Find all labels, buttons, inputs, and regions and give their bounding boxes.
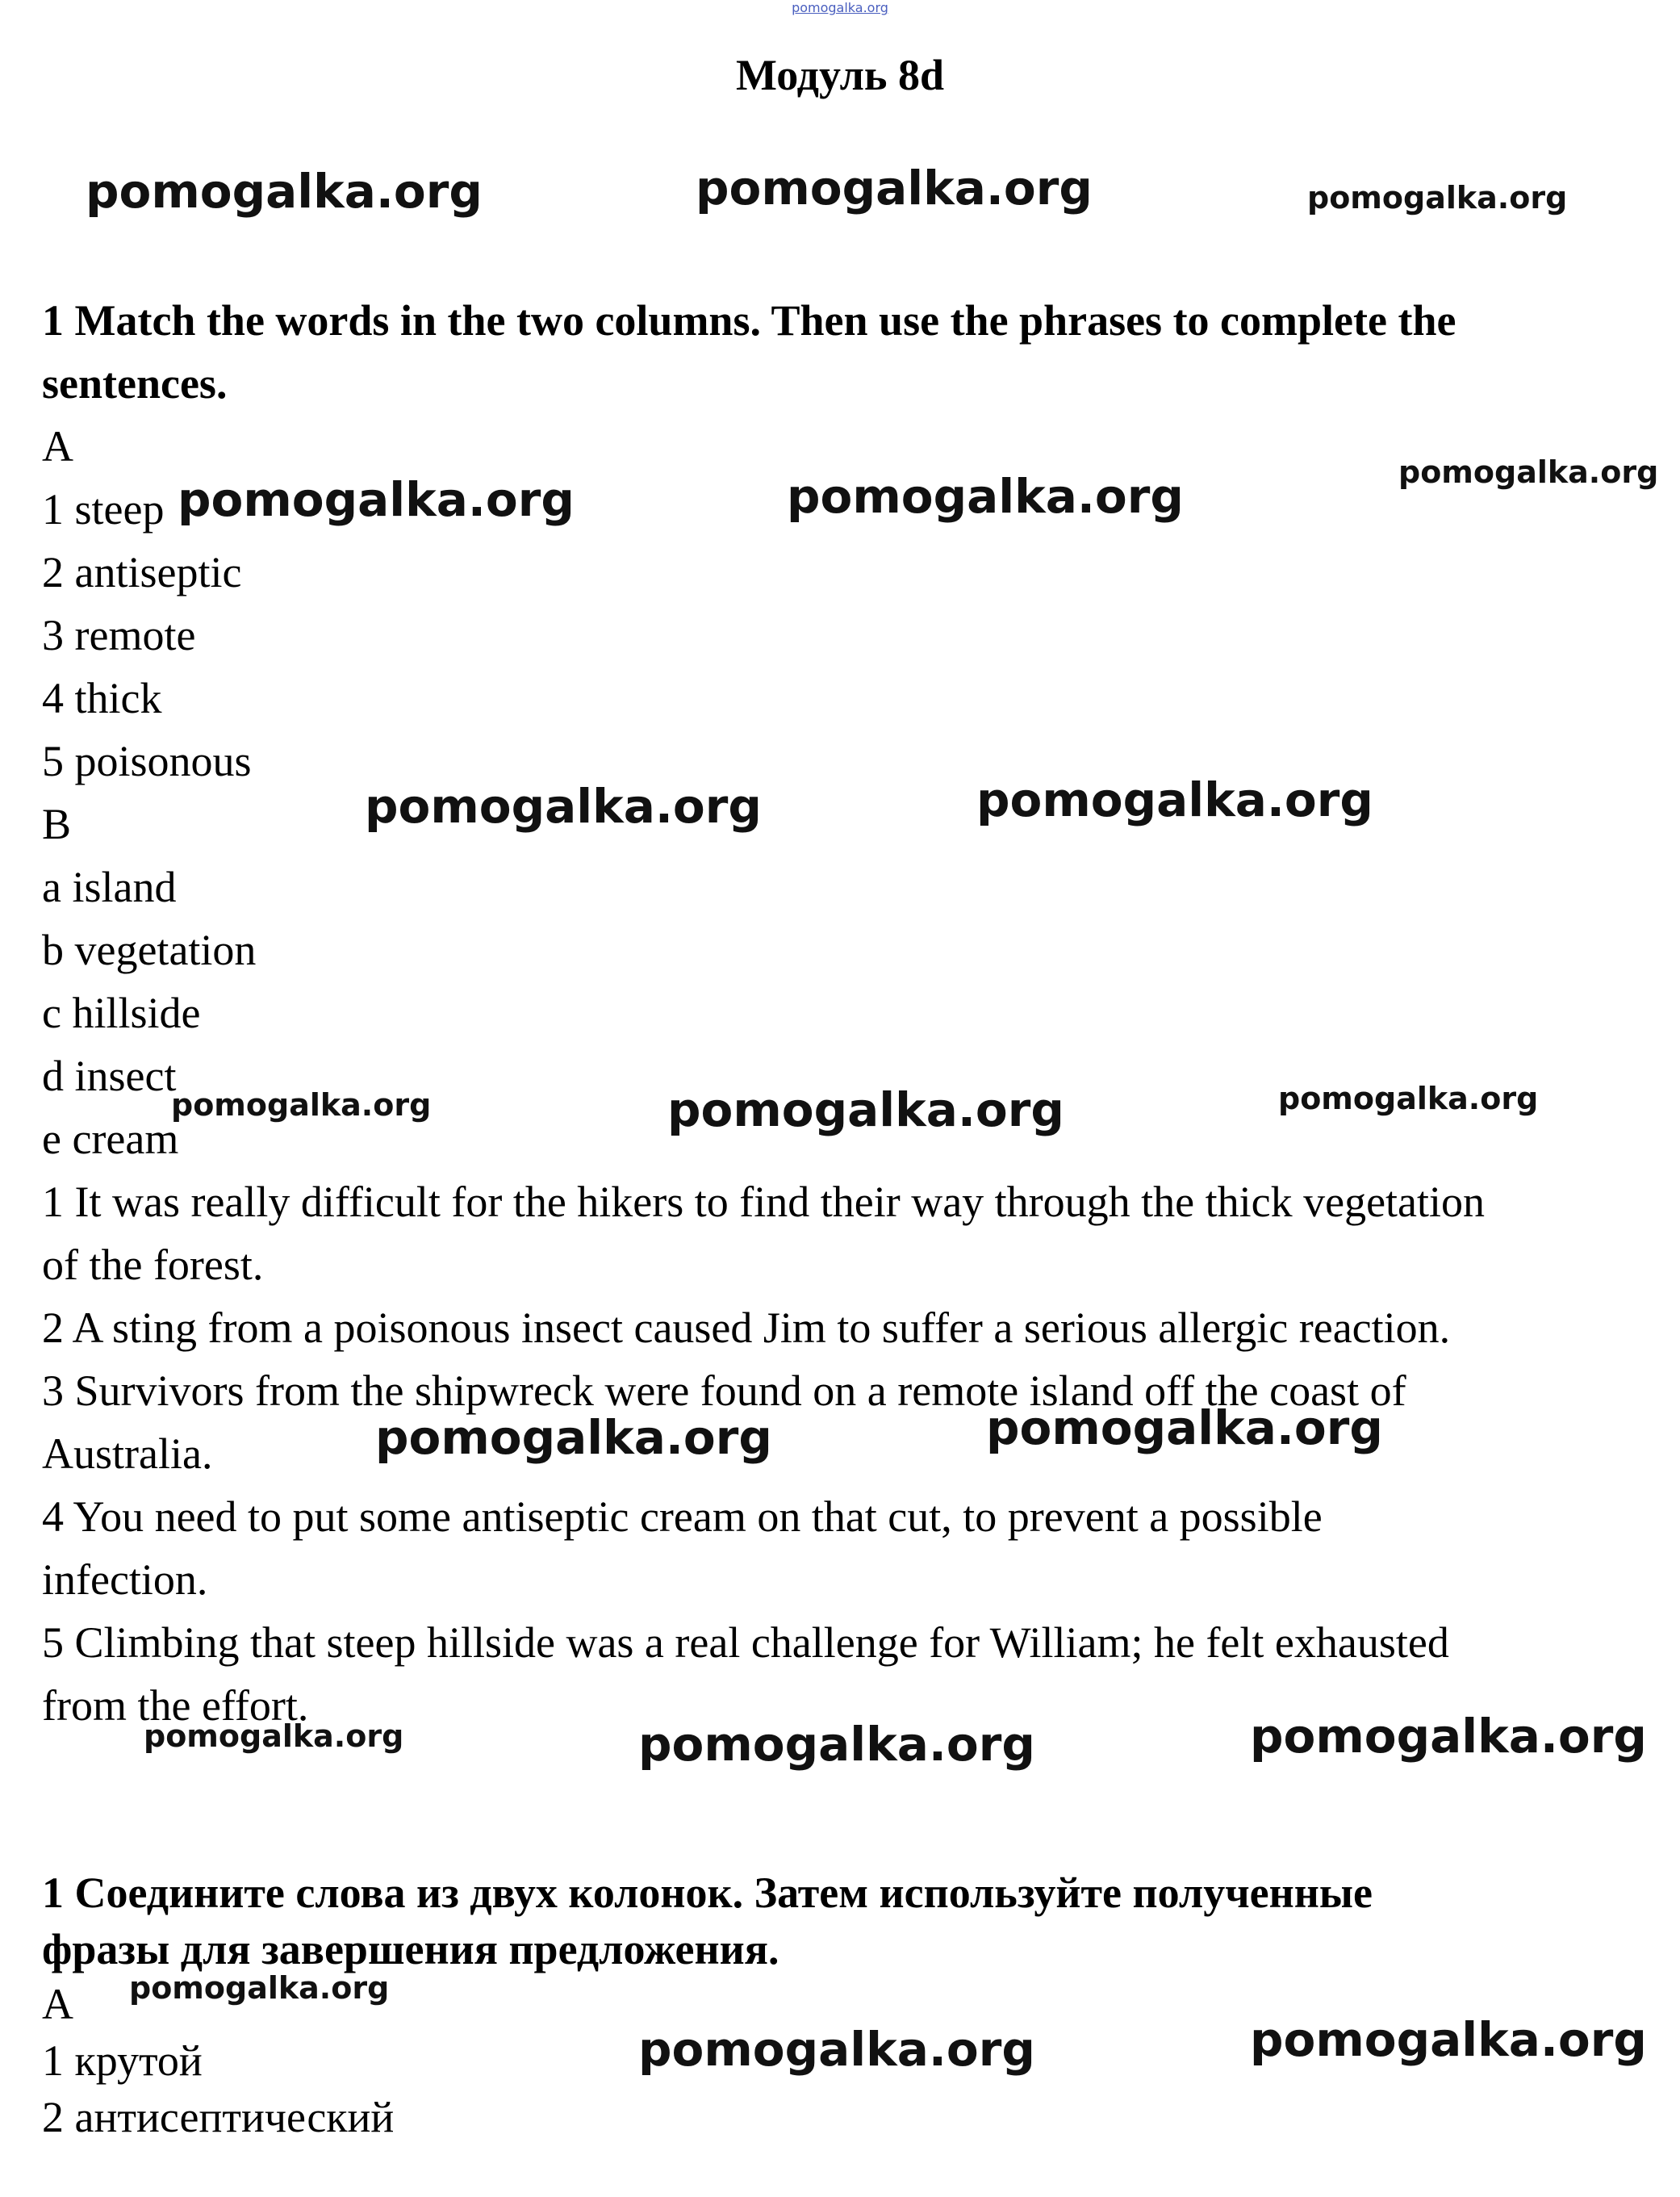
watermark: pomogalka.org [1307, 180, 1568, 216]
watermark: pomogalka.org [129, 1970, 390, 2006]
list-item: 2 antiseptic [42, 548, 242, 596]
watermark: pomogalka.org [178, 472, 575, 527]
list-item: d insect [42, 1052, 177, 1100]
column-a-label: A [42, 422, 73, 471]
sentence-line: Australia. [42, 1429, 213, 1478]
watermark: pomogalka.org [1278, 1081, 1539, 1116]
list-item: b vegetation [42, 926, 257, 974]
list-item: e cream [42, 1115, 179, 1163]
sentence-line: 3 Survivors from the shipwreck were found on a remote island off the coast of [42, 1366, 1406, 1415]
watermark: pomogalka.org [1398, 454, 1659, 490]
page-title: Модуль 8d [735, 51, 945, 99]
task-heading-line-1: 1 Match the words in the two columns. Then use the phrases to complete the [42, 296, 1456, 345]
list-item: 5 poisonous [42, 737, 252, 785]
top-site-link[interactable]: pomogalka.org [792, 0, 888, 15]
list-item: 4 thick [42, 674, 162, 722]
list-item: a island [42, 863, 177, 911]
sentence-line: 1 It was really difficult for the hikers to find their way through the thick vegetation [42, 1178, 1486, 1226]
task-heading-ru-line-2: фразы для завершения предложения. [42, 1925, 779, 1973]
watermark: pomogalka.org [375, 1410, 772, 1465]
sentence-line: from the effort. [42, 1681, 309, 1730]
task-heading-line-2: sentences. [42, 359, 228, 408]
list-item: 1 steep [42, 485, 165, 534]
list-item: c hillside [42, 989, 201, 1037]
watermark: pomogalka.org [787, 469, 1184, 524]
watermark: pomogalka.org [638, 1717, 1035, 1772]
watermark: pomogalka.org [638, 2022, 1035, 2077]
list-item: 2 антисептический [42, 2093, 395, 2141]
watermark: pomogalka.org [144, 1718, 404, 1754]
watermark: pomogalka.org [1250, 2012, 1647, 2067]
sentence-line: infection. [42, 1555, 208, 1604]
column-a-label-ru: A [42, 1980, 73, 2028]
watermark: pomogalka.org [365, 779, 762, 834]
list-item: 3 remote [42, 611, 196, 659]
list-item: 1 крутой [42, 2036, 203, 2085]
sentence-line: 2 A sting from a poisonous insect caused Jim to suffer a serious allergic reaction. [42, 1304, 1451, 1352]
watermark: pomogalka.org [976, 772, 1373, 827]
task-heading-ru-line-1: 1 Соедините слова из двух колонок. Затем используйте полученные [42, 1868, 1373, 1917]
watermark: pomogalka.org [986, 1400, 1383, 1455]
watermark: pomogalka.org [667, 1082, 1064, 1137]
sentence-line: 5 Climbing that steep hillside was a real challenge for William; he felt exhausted [42, 1618, 1449, 1667]
watermark: pomogalka.org [171, 1087, 432, 1123]
watermark: pomogalka.org [86, 164, 483, 219]
watermark: pomogalka.org [1250, 1709, 1647, 1764]
column-b-label: B [42, 800, 72, 848]
watermark: pomogalka.org [696, 161, 1093, 216]
sentence-line: of the forest. [42, 1241, 264, 1289]
sentence-line: 4 You need to put some antiseptic cream on that cut, to prevent a possible [42, 1492, 1323, 1541]
